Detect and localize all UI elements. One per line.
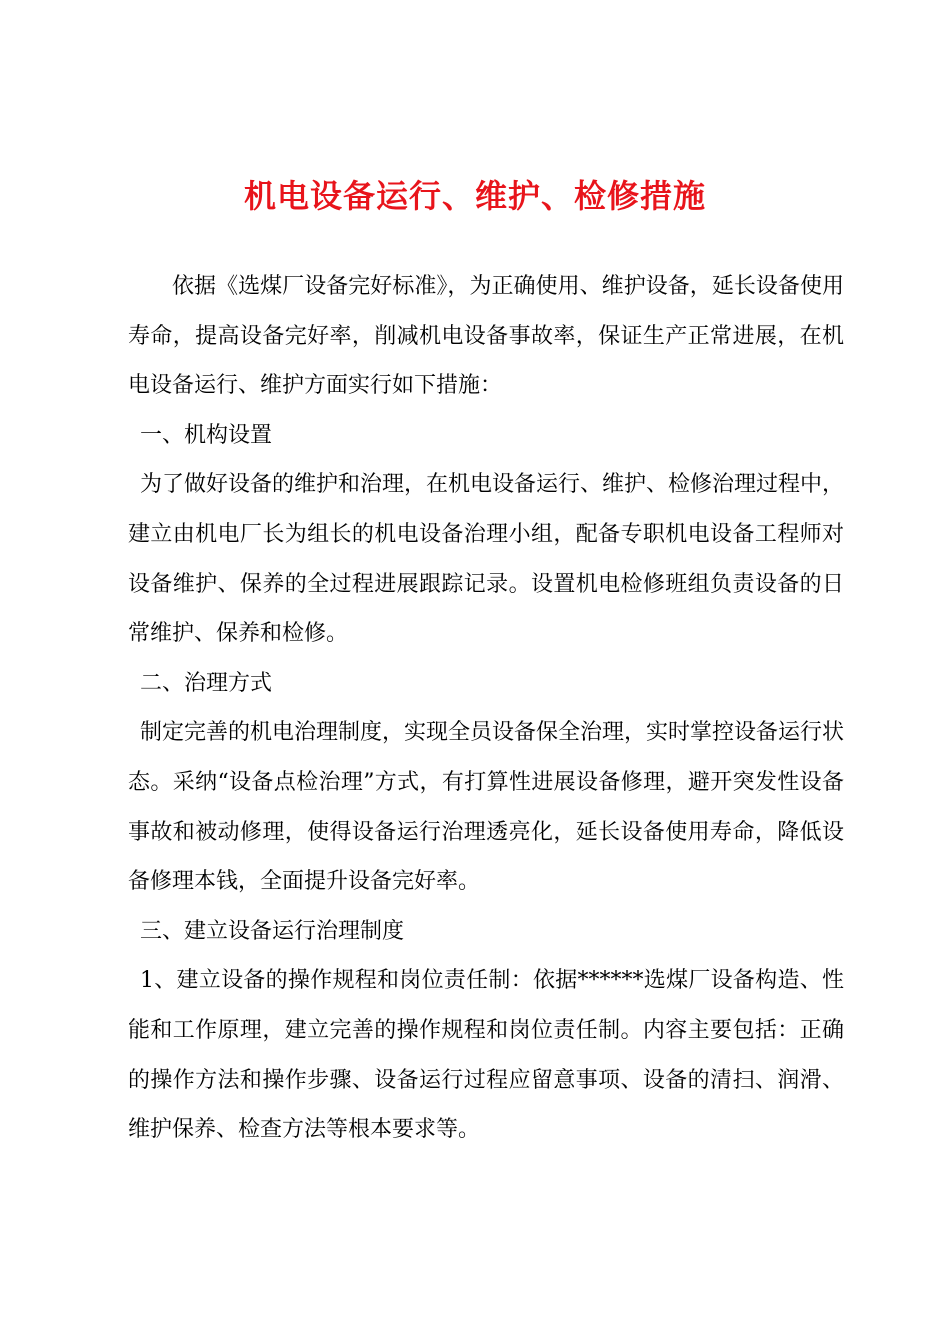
- document-title: 机电设备运行、维护、检修措施: [243, 177, 706, 215]
- section-3-1-paragraph: 1、建立设备的操作规程和岗位责任制：依据******选煤厂设备构造、性能和工作原理，建立完善的操作规程和岗位责任制。内容主要包括：正确的操作方法和操作步骤、设备运行过程应留意事项、设备的清扫、润滑、维护保养、检查方法等根本要求等。: [128, 968, 844, 1143]
- section-heading-3: 三、建立设备运行治理制度: [140, 918, 405, 944]
- section-heading-2: 二、治理方式: [140, 670, 273, 696]
- document-body: [128, 262, 844, 1155]
- section-heading-1: 一、机构设置: [140, 422, 273, 448]
- intro-paragraph: 依据《选煤厂设备完好标准》，为正确使用、维护设备，延长设备使用寿命，提高设备完好率，削减机电设备事故率，保证生产正常进展，在机电设备运行、维护方面实行如下措施：: [128, 274, 844, 399]
- section-1-paragraph: 为了做好设备的维护和治理，在机电设备运行、维护、检修治理过程中，建立由机电厂长为组长的机电设备治理小组，配备专职机电设备工程师对设备维护、保养的全过程进展跟踪记录。设置机电检修班组负责设备的日常维护、保养和检修。: [128, 472, 845, 647]
- section-2-paragraph: 制定完善的机电治理制度，实现全员设备保全治理，实时掌控设备运行状态。采纳“设备点检治理”方式，有打算性进展设备修理，避开突发性设备事故和被动修理，使得设备运行治理透亮化，延长设备使用寿命，降低设备修理本钱，全面提升设备完好率。: [128, 720, 845, 895]
